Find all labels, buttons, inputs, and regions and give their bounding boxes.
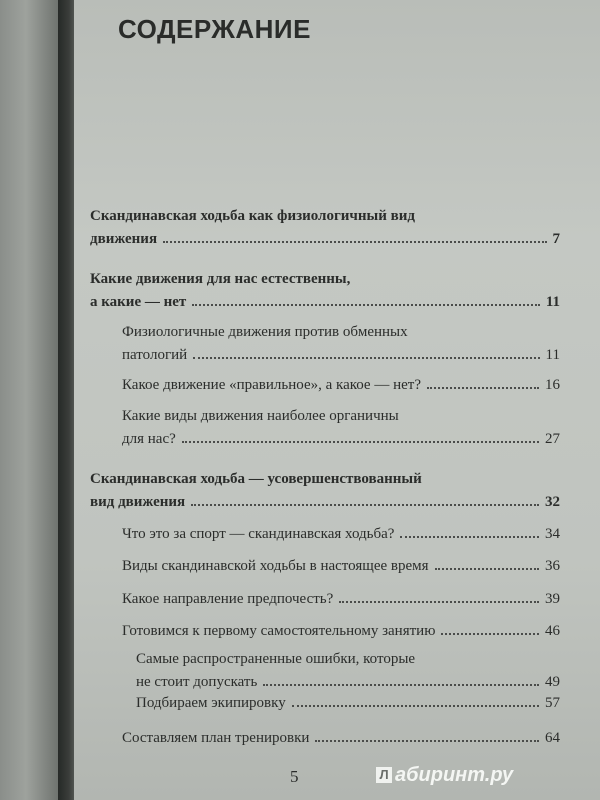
toc-entry-last-line (122, 555, 560, 578)
toc-entry-title-line: Какое движение «правильное», а какое — нет? (122, 377, 421, 393)
toc-entry (122, 620, 560, 643)
toc-entry-title-line: Скандинавская ходьба — усовершенствованный (90, 471, 422, 487)
toc-entry-last-line (90, 228, 560, 251)
toc-entry-page-number: 7 (552, 231, 560, 247)
toc-entry-page-number: 32 (545, 494, 560, 510)
toc-entry-last-line (122, 428, 560, 451)
page-number: 5 (290, 767, 299, 786)
dot-leader (292, 704, 539, 707)
toc-entry-title-line: Самые распространенные ошибки, которые (136, 651, 416, 667)
toc-entry-page-number: 16 (545, 377, 560, 393)
dot-leader (191, 503, 539, 506)
toc-entry-page-number: 46 (545, 623, 560, 639)
toc-entry-title-line: Виды скандинавской ходьбы в настоящее время (122, 558, 429, 574)
toc-entry-title-line: Готовимся к первому самостоятельному занятию (122, 623, 436, 639)
toc-entry-last-line (90, 291, 560, 314)
toc-entry-page-number: 34 (545, 526, 560, 542)
toc-page (74, 0, 600, 800)
dot-leader (192, 303, 540, 306)
toc-entry-title-line: Скандинавская ходьба как физиологичный вид (90, 208, 415, 224)
toc-entry-last-line (122, 727, 560, 750)
toc-entry-title-line: вид движения (90, 494, 186, 510)
dot-leader (263, 683, 539, 686)
toc-entry-last-line (136, 671, 560, 694)
toc-entry (90, 468, 560, 514)
toc-entry (122, 374, 560, 397)
dot-leader (193, 356, 539, 359)
toc-entry-title-line: Физиологичные движения против обменных (122, 324, 408, 340)
toc-entry (122, 588, 560, 611)
toc-entry-title-line: не стоит допускать (136, 674, 258, 690)
toc-entry (90, 268, 560, 314)
toc-entry-title-line: Подбираем экипировку (136, 695, 286, 711)
dot-leader (339, 600, 539, 603)
toc-entry-page-number: 64 (545, 730, 560, 746)
dot-leader (441, 632, 539, 635)
toc-entry (122, 405, 560, 451)
toc-entry (122, 555, 560, 578)
toc-entry-last-line (122, 588, 560, 611)
labirint-logo-icon: Л (376, 767, 392, 783)
toc-entry-last-line (122, 620, 560, 643)
toc-entry (122, 727, 560, 750)
toc-entry-last-line (90, 491, 560, 514)
toc-entry (136, 648, 560, 694)
page-title: СОДЕРЖАНИЕ (118, 14, 311, 44)
toc-entry-page-number: 36 (545, 558, 560, 574)
toc-entry-title-line: патологий (122, 347, 188, 363)
watermark-text: абиринт.ру (395, 764, 514, 786)
toc-entry-last-line (122, 374, 560, 397)
toc-entry-title-line: а какие — нет (90, 294, 187, 310)
dot-leader (315, 739, 539, 742)
dot-leader (400, 535, 539, 538)
watermark (376, 764, 513, 787)
toc-entry-last-line (136, 692, 560, 715)
toc-entry-page-number: 11 (545, 294, 560, 310)
toc-entry-title-line: Что это за спорт — скандинавская ходьба? (122, 526, 395, 542)
toc-entry-title-line: Составляем план тренировки (122, 730, 310, 746)
toc-entry-page-number: 57 (545, 695, 560, 711)
toc-entry (122, 523, 560, 546)
toc-entry (136, 692, 560, 715)
toc-entry-last-line (122, 344, 560, 367)
toc-entry-title-line: Какое направление предпочесть? (122, 591, 334, 607)
dot-leader (435, 567, 539, 570)
toc-entry-title-line: Какие виды движения наиболее органичны (122, 408, 399, 424)
toc-entry-page-number: 11 (545, 347, 560, 363)
toc-entry-page-number: 39 (545, 591, 560, 607)
toc-entry-title-line: движения (90, 231, 158, 247)
dot-leader (163, 240, 546, 243)
toc-entry-page-number: 27 (545, 431, 560, 447)
toc-entry-page-number: 49 (545, 674, 560, 690)
toc-entry-last-line (122, 523, 560, 546)
toc-entry-title-line: Какие движения для нас естественны, (90, 271, 351, 287)
previous-page-edge (0, 0, 58, 800)
dot-leader (427, 386, 539, 389)
toc-entry (122, 321, 560, 367)
dot-leader (182, 440, 539, 443)
toc-entry-title-line: для нас? (122, 431, 176, 447)
toc-entry (90, 205, 560, 251)
